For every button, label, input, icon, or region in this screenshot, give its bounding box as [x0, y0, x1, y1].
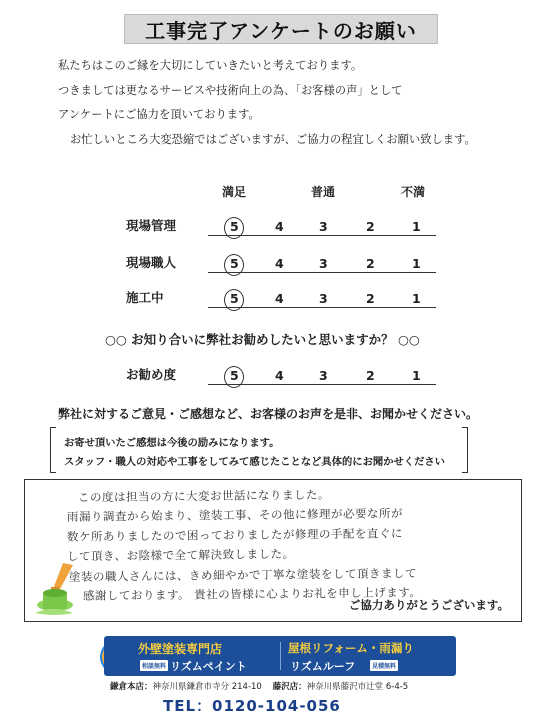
rating-label: 施工中 — [126, 290, 164, 305]
office2-address: 神奈川県藤沢市辻堂 6-4-5 — [306, 682, 409, 692]
intro-line: お忙しいところ大変恐縮ではございますが、ご協力の程宜しくお願い致します。 — [70, 132, 476, 146]
opinion-note-line: スタッフ・職人の対応や工事をしてみて感じたことなど具体的にお聞かせください — [64, 456, 445, 468]
intro-line: つきましては更なるサービスや技術向上の為、「お客様の声」として — [58, 83, 403, 97]
rating-line — [208, 384, 436, 385]
rating-line — [208, 235, 436, 236]
opinion-note-line: お寄せ頂いたご感想は今後の励みになります。 — [64, 437, 280, 449]
score-5[interactable]: 5 — [230, 368, 239, 383]
score-4[interactable]: 4 — [275, 291, 284, 306]
recommend-question: ○○ お知り合いに弊社お勧めしたいと思いますか？ ○○ — [105, 332, 420, 347]
score-3[interactable]: 3 — [319, 368, 328, 383]
score-4[interactable]: 4 — [275, 219, 284, 234]
rating-label: 現場管理 — [126, 218, 177, 233]
left-banner-chip: 相談無料 — [140, 660, 168, 671]
phone-number[interactable]: TEL：0120-104-056 — [163, 697, 341, 715]
bracket-right — [462, 427, 468, 473]
rating-line — [208, 272, 436, 273]
left-banner-title: 外壁塗装専門店 — [138, 642, 223, 656]
office-addresses — [110, 680, 408, 692]
score-2[interactable]: 2 — [366, 219, 375, 234]
rating-label: お勧め度 — [126, 367, 177, 382]
score-3[interactable]: 3 — [319, 256, 328, 271]
banner-divider — [280, 642, 281, 670]
paint-can-icon — [33, 561, 81, 617]
score-1[interactable]: 1 — [412, 368, 421, 383]
score-4[interactable]: 4 — [275, 256, 284, 271]
score-5[interactable]: 5 — [230, 256, 239, 271]
score-1[interactable]: 1 — [412, 291, 421, 306]
rating-row-recommend — [126, 364, 436, 388]
office2-name: 藤沢店： — [272, 682, 307, 692]
score-4[interactable]: 4 — [275, 368, 284, 383]
rating-label: 現場職人 — [126, 255, 177, 270]
intro-line: 私たちはこのご縁を大切にしていきたいと考えております。 — [58, 59, 363, 72]
scale-label-dissatisfied: 不満 — [401, 185, 426, 199]
score-5[interactable]: 5 — [230, 291, 239, 306]
score-3[interactable]: 3 — [319, 291, 328, 306]
intro-text — [58, 54, 528, 152]
office1-name: 鎌倉本店： — [110, 682, 153, 692]
score-5[interactable]: 5 — [230, 219, 239, 234]
page-title: 工事完了アンケートのお願い — [124, 14, 438, 44]
score-2[interactable]: 2 — [366, 256, 375, 271]
right-banner-title: 屋根リフォーム・雨漏り — [288, 641, 414, 655]
comment-line: この度は担当の方に大変お世話になりました。 — [77, 487, 331, 505]
intro-line: アンケートにご協力を頂いております。 — [58, 108, 260, 121]
comment-box[interactable] — [24, 479, 522, 622]
right-banner-chip: 見積無料 — [370, 660, 398, 671]
thanks-text: ご協力ありがとうございます。 — [348, 598, 509, 612]
office1-address: 神奈川県鎌倉市寺分 214-10 — [152, 682, 262, 692]
comment-line: 感謝しております。 貴社の皆様に心よりお礼を申し上げます。 — [82, 585, 422, 603]
footer-banner — [104, 636, 456, 676]
score-3[interactable]: 3 — [319, 219, 328, 234]
left-brand: リズムペイント — [170, 660, 247, 673]
comment-line: 塗装の職人さんには、きめ細やかで丁寧な塗装をして頂きまして — [68, 566, 418, 584]
bracket-left — [50, 427, 56, 473]
scale-label-neutral: 普通 — [311, 185, 336, 199]
rating-row-during-construction — [126, 287, 436, 311]
score-2[interactable]: 2 — [366, 291, 375, 306]
rating-row-site-craftsmen — [126, 252, 436, 276]
opinion-heading: 弊社に対するご意見・ご感想など、お客様のお声を是非、お聞かせください。 — [58, 407, 479, 421]
right-brand: リズムルーフ — [290, 660, 356, 673]
opinion-note — [50, 427, 468, 473]
comment-line: して頂き、お陰様で全て解決致しました。 — [66, 546, 295, 564]
scale-label-satisfied: 満足 — [222, 185, 247, 199]
score-2[interactable]: 2 — [366, 368, 375, 383]
rating-line — [208, 307, 436, 308]
comment-line: 雨漏り調査から始まり、塗装工事、その他に修理が必要な所が — [66, 506, 404, 524]
comment-line: 数ケ所ありましたので困っておりましたが修理の手配を直ぐに — [66, 526, 404, 544]
score-1[interactable]: 1 — [412, 256, 421, 271]
score-1[interactable]: 1 — [412, 219, 421, 234]
rating-row-site-management — [126, 215, 436, 239]
